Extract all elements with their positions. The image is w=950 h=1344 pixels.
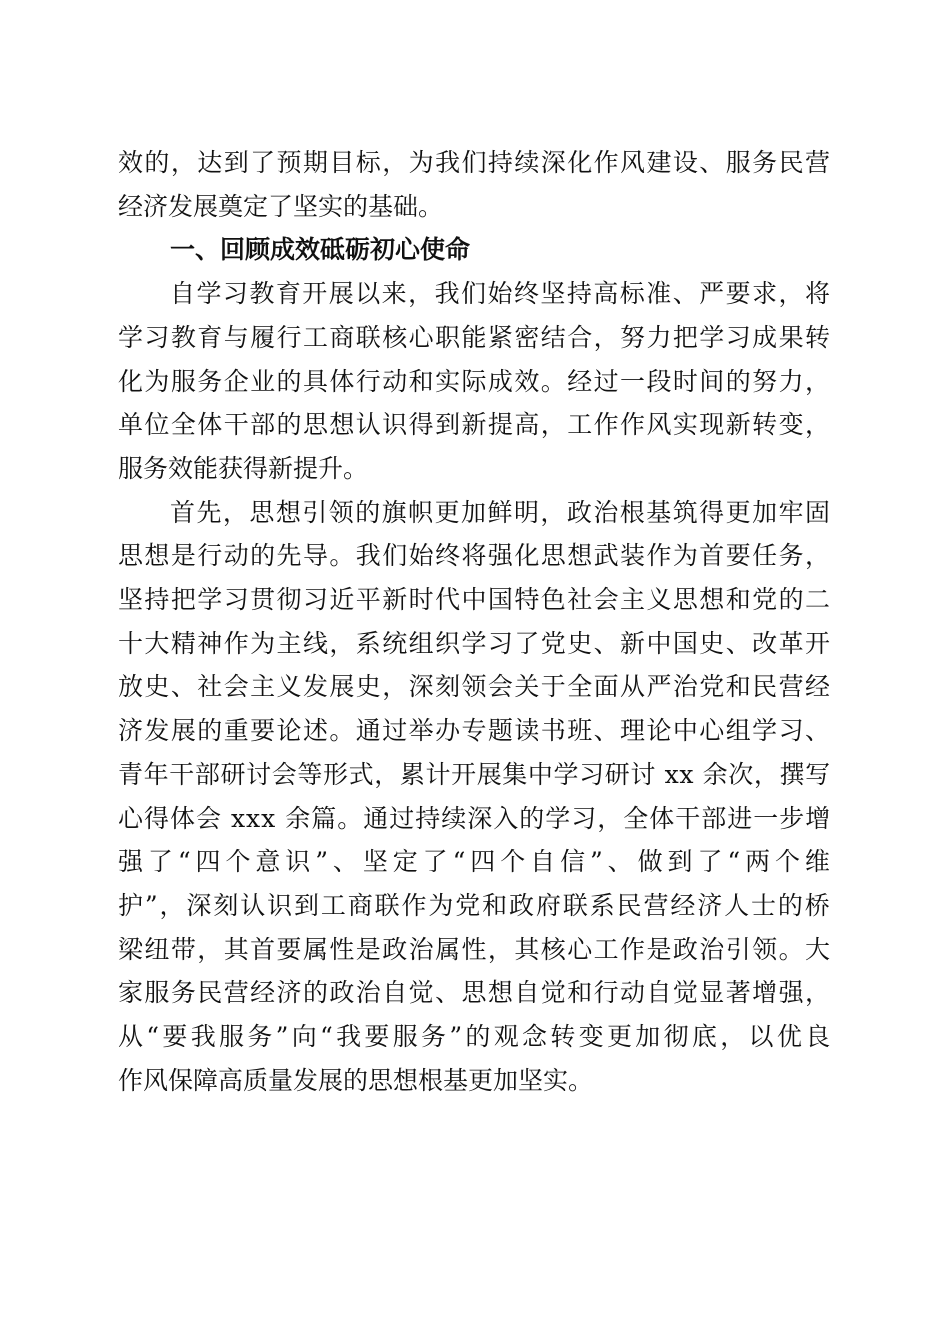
paragraph-line: 单位全体干部的思想认识得到新提高，工作作风实现新转变， [118, 410, 832, 440]
paragraph-line: 服务效能获得新提升。 [118, 453, 369, 483]
section-heading: 一、回顾成效砥砺初心使命 [170, 235, 471, 265]
paragraph-line: 作风保障高质量发展的思想根基更加坚实。 [118, 1065, 594, 1095]
paragraph-line: 青年干部研讨会等形式，累计开展集中学习研讨 xx 余次，撰写 [118, 759, 831, 789]
paragraph-line: 坚持把学习贯彻习近平新时代中国特色社会主义思想和党的二 [118, 585, 832, 614]
paragraph-line: 化为服务企业的具体行动和实际成效。经过一段时间的努力， [118, 366, 832, 396]
paragraph-line: 效的，达到了预期目标，为我们持续深化作风建设、服务民营 [118, 148, 832, 177]
paragraph-line: 自学习教育开展以来，我们始终坚持高标准、严要求，将 [170, 279, 832, 309]
paragraph-line: 济发展的重要论述。通过举办专题读书班、理论中心组学习、 [118, 716, 832, 746]
paragraph-line: 学习教育与履行工商联核心职能紧密结合，努力把学习成果转 [118, 322, 832, 352]
paragraph-line: 十大精神作为主线，系统组织学习了党史、新中国史、改革开 [118, 628, 832, 658]
paragraph-line: 护”，深刻认识到工商联作为党和政府联系民营经济人士的桥 [118, 890, 832, 920]
paragraph-line: 首先，思想引领的旗帜更加鲜明，政治根基筑得更加牢固 [170, 497, 832, 527]
paragraph-line: 经济发展奠定了坚实的基础。 [118, 191, 444, 221]
paragraph-line: 思想是行动的先导。我们始终将强化思想武装作为首要任务， [118, 541, 832, 571]
paragraph-line: 家服务民营经济的政治自觉、思想自觉和行动自觉显著增强， [118, 978, 832, 1008]
paragraph-line: 从“要我服务”向“我要服务”的观念转变更加彻底，以优良 [118, 1022, 834, 1051]
paragraph-line: 心得体会 xxx 余篇。通过持续深入的学习，全体干部进一步增 [118, 803, 832, 833]
paragraph-line: 梁纽带，其首要属性是政治属性，其核心工作是政治引领。大 [118, 934, 832, 964]
paragraph-line: 放史、社会主义发展史，深刻领会关于全面从严治党和民营经 [118, 672, 832, 702]
paragraph-line: 强了“四个意识”、坚定了“四个自信”、做到了“两个维 [118, 847, 835, 877]
